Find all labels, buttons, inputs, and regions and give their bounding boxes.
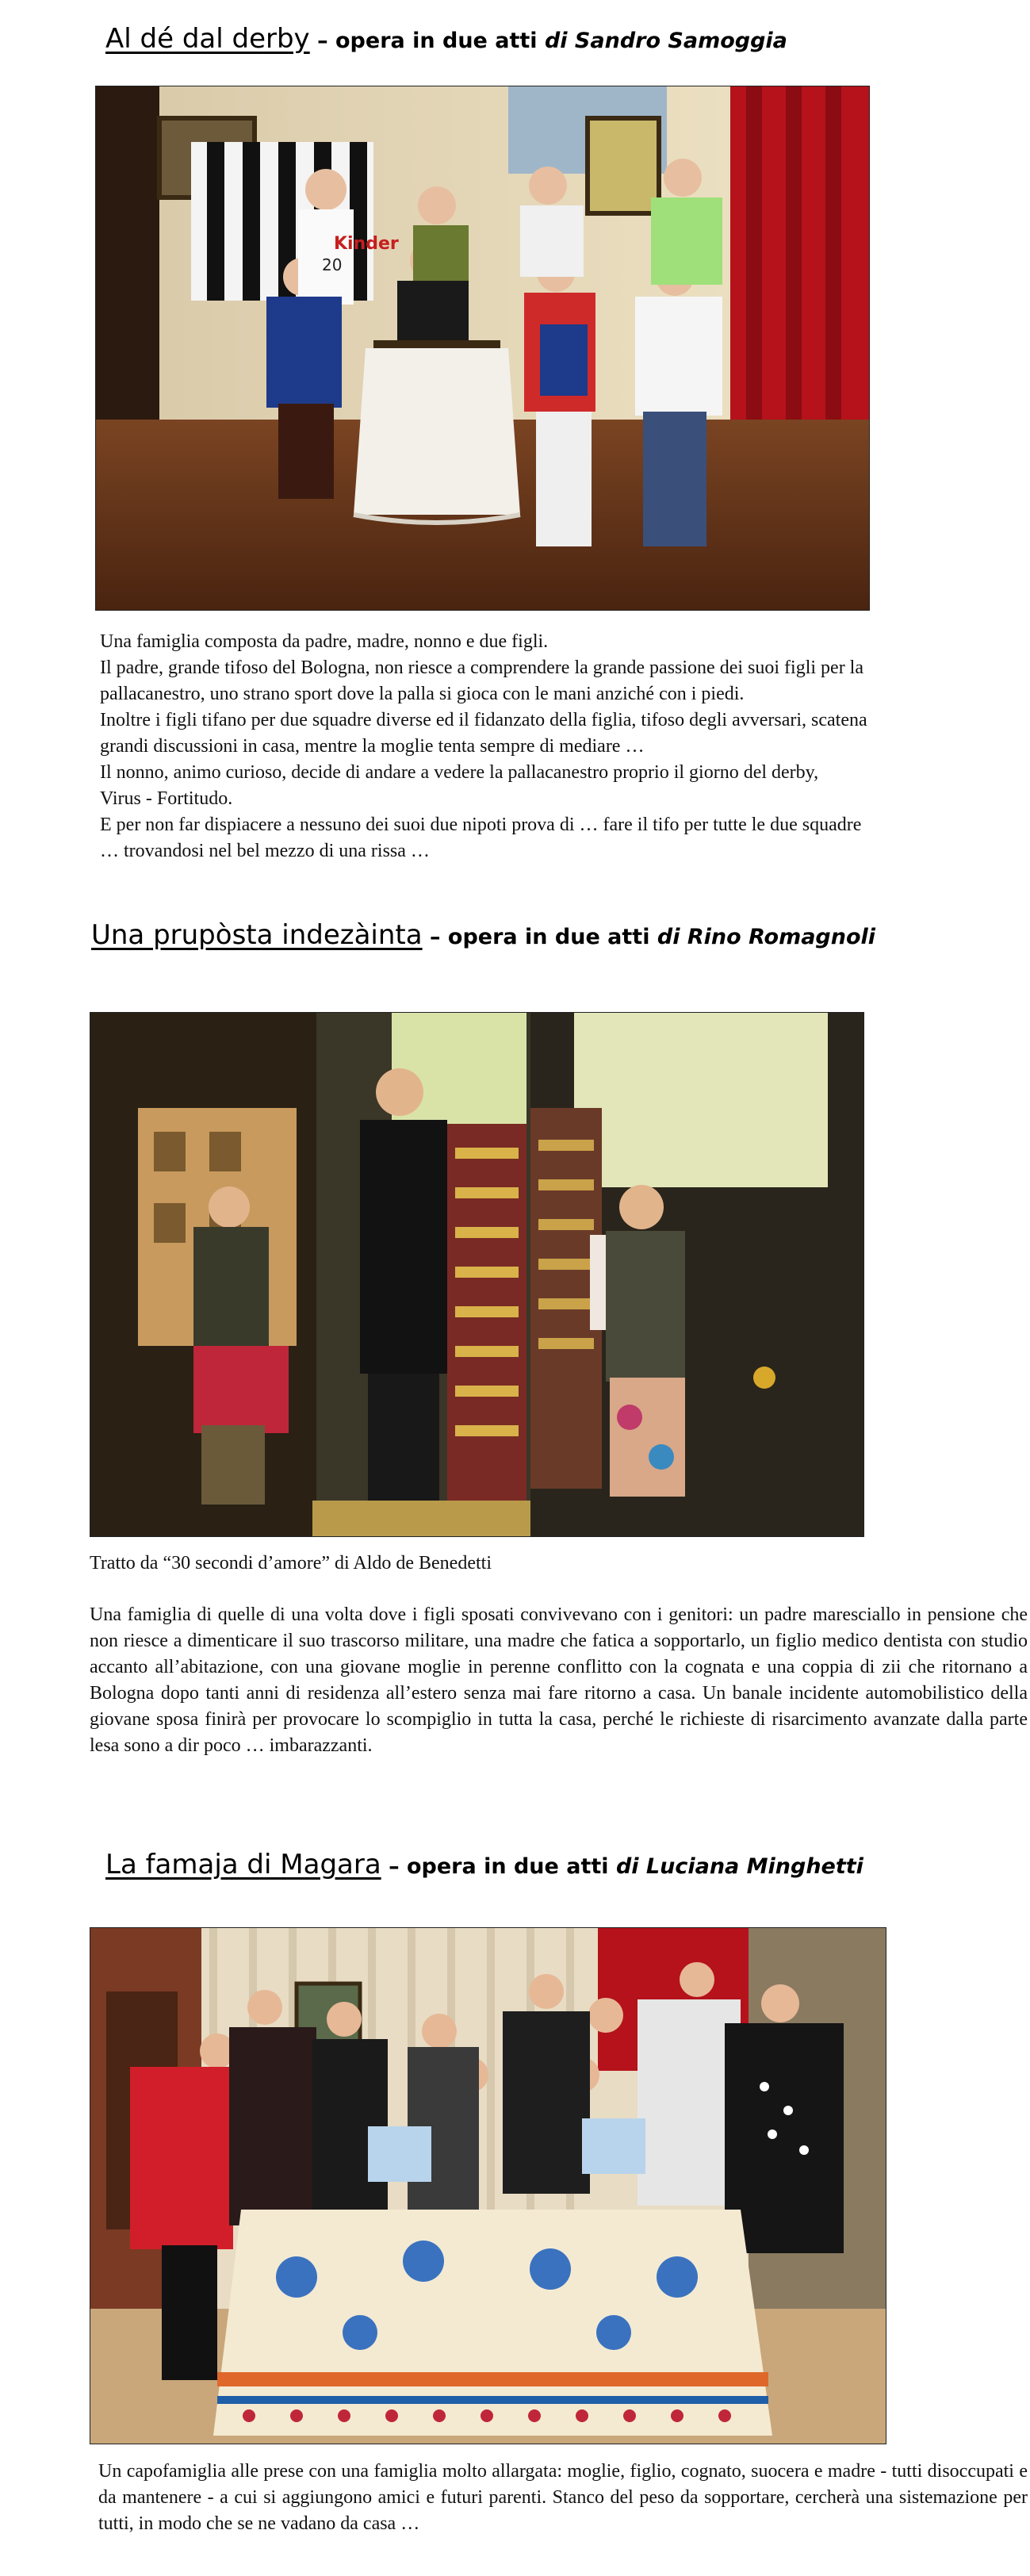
play-title-name: Al dé dal derby — [105, 23, 310, 55]
play-subtitle: opera in due atti — [447, 925, 657, 949]
photo-jersey-number: 20 — [322, 255, 343, 274]
photo-jersey-text: Kinder — [334, 234, 399, 254]
play-section-3 — [0, 1840, 1030, 2576]
play-section-2 — [0, 904, 1030, 1816]
theatre-stage-photo-icon — [90, 1012, 864, 1537]
play-subtitle: opera in due atti — [335, 29, 545, 53]
play-title-dash: – — [309, 29, 335, 53]
play-subtitle: opera in due atti — [406, 1854, 616, 1879]
play-description-3 — [98, 2459, 1028, 2537]
description-line: grandi discussioni in casa, mentre la moglie tenta sempre di mediare … — [100, 736, 645, 757]
description-line: Il padre, grande tifoso del Bologna, non riesce a comprendere la grande passione dei suoi figli per la — [100, 657, 863, 678]
description-paragraph: Un capofamiglia alle prese con una famiglia molto allargata: moglie, figlio, cognato, suocera e madre - tutti disoccupati e da mantenere - a cui si aggiungono amici e futuri parenti. Stanco del peso da sopportare, cercherà una sistemazione per tutti, in modo che se ne vadano da casa … — [98, 2461, 1028, 2534]
source-note-text: Tratto da “30 secondi d’amore” di Aldo de Benedetti — [90, 1553, 492, 1574]
play-source-note — [90, 1551, 1017, 1577]
play-title-name: La famaja di Magara — [105, 1849, 381, 1880]
description-line: Inoltre i figli tifano per due squadre diverse ed il fidanzato della figlia, tifoso degli avversari, scatena — [100, 710, 867, 730]
description-line: pallacanestro, uno strano sport dove la palla si gioca con le mani anziché con i piedi. — [100, 684, 745, 704]
description-line: Virus - Fortitudo. — [100, 788, 233, 809]
play-title-dash: – — [422, 925, 448, 949]
description-line: E per non far dispiacere a nessuno dei suoi due nipoti prova di … fare il tifo per tutte le due squadre — [100, 815, 862, 835]
description-line: … trovandosi nel bel mezzo di una rissa … — [100, 841, 430, 861]
play-title-2 — [91, 918, 875, 954]
theatre-cast-photo-icon — [95, 86, 870, 611]
play-title-name: Una prupòsta indezàinta — [91, 919, 423, 951]
play-description-1 — [100, 629, 1028, 864]
play-title-dash: – — [381, 1854, 407, 1879]
description-paragraph: Una famiglia di quelle di una volta dove i figli sposati convivevano con i genitori: un padre maresciallo in pensione che non riesce a dimenticare il suo trascorso militare, una madre che fatica a sopportarlo, un figlio medico dentista con studio accanto all’abitazione, con una giovane moglie in perenne conflitto con la cognata e una coppia di zii che ritornano a Bologna dopo tanti anni di residenza all’estero senza mai fare ritorno a casa. Un banale incidente automobilistico della giovane sposa finirà per provocare lo scompiglio in tutta la casa, perché le richieste di risarcimento avanzate dalla parte lesa sono a dir poco … imbarazzanti. — [90, 1604, 1028, 1756]
play-author: di Rino Romagnoli — [657, 925, 876, 949]
theatre-family-photo-icon — [90, 1927, 886, 2444]
play-section-1 — [0, 0, 1030, 888]
play-title-3 — [105, 1848, 863, 1884]
play-title-1 — [105, 22, 787, 58]
play-description-2 — [90, 1602, 1028, 1759]
description-line: Una famiglia composta da padre, madre, nonno e due figli. — [100, 631, 549, 652]
description-line: Il nonno, animo curioso, decide di andare a vedere la pallacanestro proprio il giorno del derby, — [100, 762, 819, 783]
play-author: di Luciana Minghetti — [615, 1854, 863, 1879]
play-author: di Sandro Samoggia — [544, 29, 787, 53]
